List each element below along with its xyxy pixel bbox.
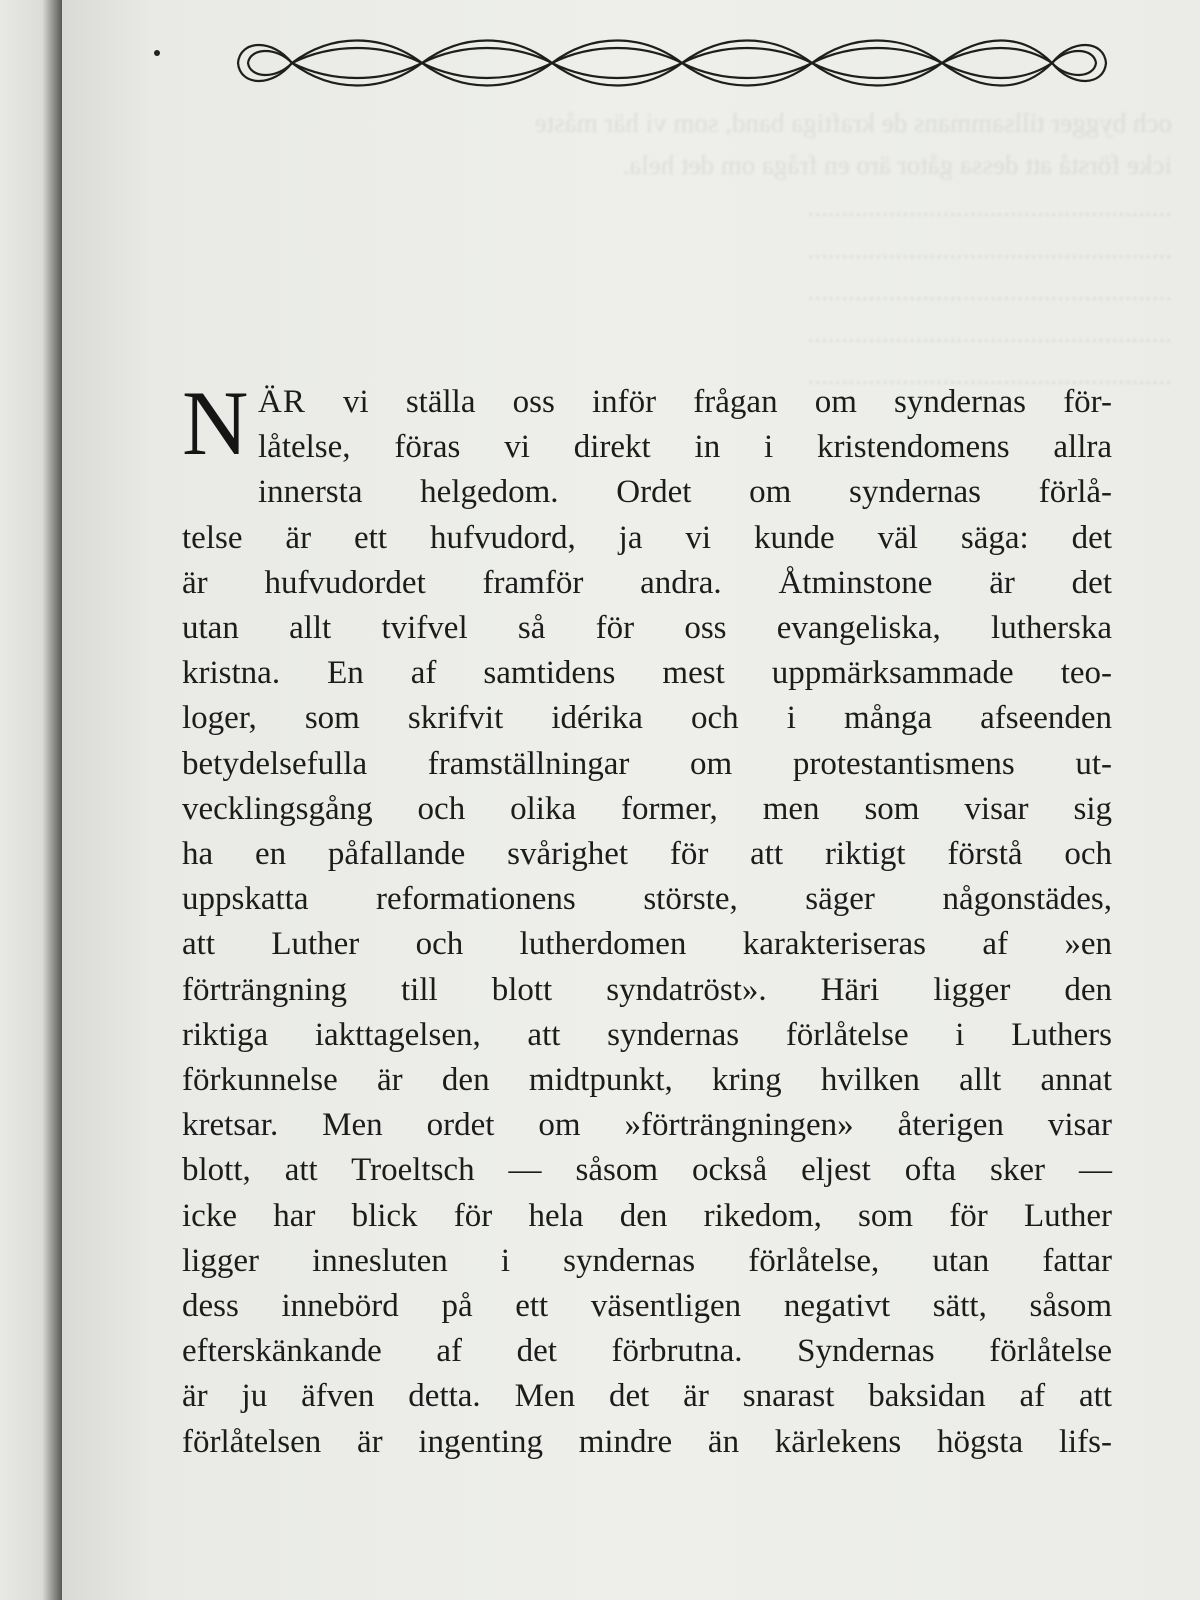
book-page xyxy=(62,0,1200,1600)
text-line-10: vecklingsgång och olika former, men som visar sig xyxy=(182,790,1112,827)
text-line-19: icke har blick för hela den rikedom, som för Luther xyxy=(182,1197,1112,1234)
text-line-17: kretsar. Men ordet om »förträngningen» återigen visar xyxy=(182,1107,1112,1144)
text-line-6: utan allt tvifvel så för oss evangeliska, lutherska xyxy=(182,610,1112,647)
text-line-4: telse är ett hufvudord, ja vi kunde väl säga: det xyxy=(182,519,1112,556)
text-line-11: ha en påfallande svårighet för att riktigt förstå och xyxy=(182,836,1112,873)
text-line-13: att Luther och lutherdomen karakteriseras af »en xyxy=(182,926,1112,963)
text-line-14: förträngning till blott syndatröst». Häri ligger den xyxy=(182,971,1112,1008)
text-line-7: kristna. En af samtidens mest uppmärksammade teo- xyxy=(182,655,1112,692)
text-line-15: riktiga iakttagelsen, att syndernas förlåtelse i Luthers xyxy=(182,1016,1112,1053)
body-text xyxy=(182,372,1112,1465)
text-line-22: efterskänkande af det förbrutna. Syndernas förlåtelse xyxy=(182,1333,1112,1370)
book-spine-edge xyxy=(0,0,70,1600)
text-line-5: är hufvudordet framför andra. Åtminstone är det xyxy=(182,564,1112,601)
text-line-23: är ju äfven detta. Men det är snarast baksidan af att xyxy=(182,1378,1112,1415)
first-word-caps: ÄR xyxy=(258,384,306,420)
text-line-20: ligger innesluten i syndernas förlåtelse, utan fattar xyxy=(182,1242,1112,1279)
ink-speck xyxy=(154,50,160,56)
text-line-2: låtelse, föras vi direkt in i kristendomens allra xyxy=(258,429,1112,466)
text-line-3: innersta helgedom. Ordet om syndernas förlå- xyxy=(258,474,1112,511)
drop-cap: N xyxy=(182,372,249,474)
text-line-24: förlåtelsen är ingenting mindre än kärlekens högsta lifs- xyxy=(182,1423,1112,1460)
text-line-8: loger, som skrifvit idérika och i många afseenden xyxy=(182,700,1112,737)
bleed-through-text: och bygger tillsammans de kraftiga band, som vi här måste icke förstå att dessa gåtor äro en fråga om det hela. ...................................................... ...................................................... ...................................................... ...................................................... ...................................................... xyxy=(534,108,1172,390)
text-line-9: betydelsefulla framställningar om protestantismens ut- xyxy=(182,745,1112,782)
text-line-12: uppskatta reformationens störste, säger någonstädes, xyxy=(182,881,1112,918)
text-line-16: förkunnelse är den midtpunkt, kring hvilken allt annat xyxy=(182,1062,1112,1099)
text-line-21: dess innebörd på ett väsentligen negativt sätt, såsom xyxy=(182,1288,1112,1325)
text-line-18: blott, att Troeltsch — såsom också eljest ofta sker — xyxy=(182,1152,1112,1189)
text-line-1: ÄR vi ställa oss inför frågan om syndernas för- xyxy=(258,384,1112,420)
